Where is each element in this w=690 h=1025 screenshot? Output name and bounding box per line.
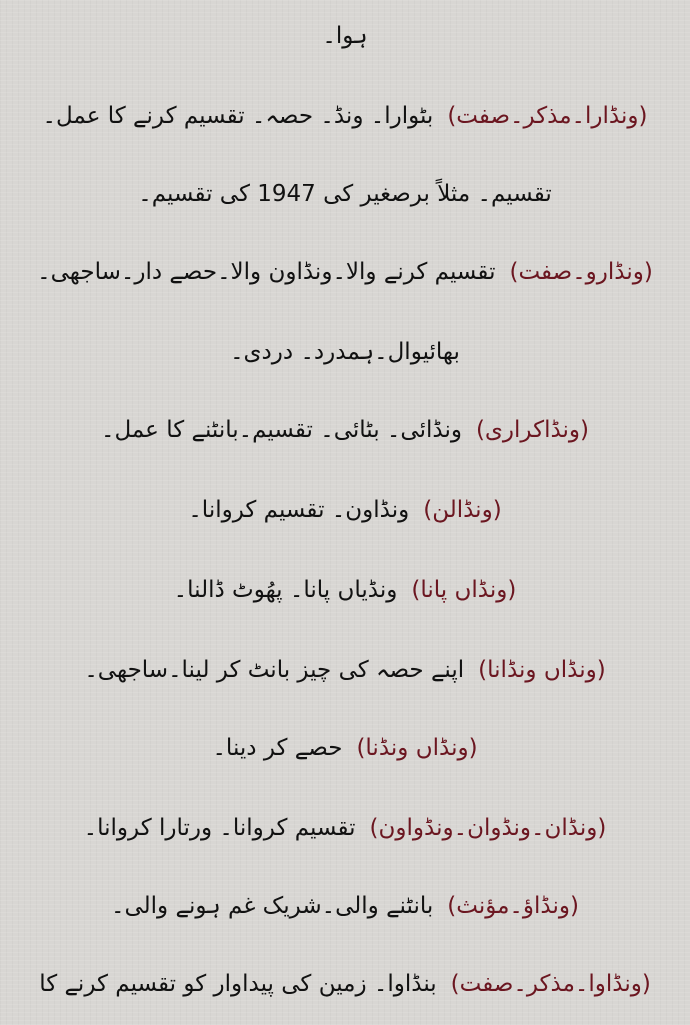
headword: (ونڈاکراری) xyxy=(475,417,590,443)
entry-line-3 xyxy=(0,176,690,212)
entry-text: ونڈیاں پانا۔ پھُوٹ ڈالنا۔ xyxy=(173,577,398,603)
headword: (ونڈان۔ونڈوان۔ونڈواون) xyxy=(369,815,607,841)
entry-line-6 xyxy=(0,412,690,448)
entry-text: تقسیم۔ مثلاً برصغیر کی 1947 کی تقسیم۔ xyxy=(138,181,552,207)
entry-line-2 xyxy=(0,98,690,134)
entry-line-5 xyxy=(0,334,690,370)
entry-text: ہوا۔ xyxy=(322,23,368,49)
headword: (ونڈاں ونڈانا) xyxy=(478,657,606,683)
entry-text: بٹوارا۔ ونڈ۔ حصہ۔ تقسیم کرنے کا عمل۔ xyxy=(42,103,434,129)
entry-line-1 xyxy=(0,18,690,54)
entry-text: بنڈاوا۔ زمین کی پیداوار کو تقسیم کرنے کا xyxy=(39,971,437,997)
entry-line-8 xyxy=(0,572,690,608)
entry-line-7 xyxy=(0,492,690,528)
entry-line-4 xyxy=(0,254,690,290)
headword: (ونڈارو۔صفت) xyxy=(509,259,653,285)
entry-text: اپنے حصہ کی چیز بانٹ کر لینا۔ساجھی۔ xyxy=(84,657,465,683)
entry-text: حصے کر دینا۔ xyxy=(212,735,343,761)
headword: (ونڈاؤ۔مؤنث) xyxy=(447,893,579,919)
entry-line-10 xyxy=(0,730,690,766)
entry-line-9 xyxy=(0,652,690,688)
headword: (ونڈاں ونڈنا) xyxy=(356,735,478,761)
entry-text: تقسیم کرنے والا۔ونڈاون والا۔حصے دار۔ساجھی۔ xyxy=(37,259,496,285)
headword: (ونڈالن) xyxy=(423,497,502,523)
entry-text: بانٹنے والی۔شریک غم ہونے والی۔ xyxy=(111,893,434,919)
entry-line-12 xyxy=(0,888,690,924)
entry-text: تقسیم کروانا۔ ورتارا کروانا۔ xyxy=(83,815,356,841)
entry-text: ونڈائی۔ بٹائی۔ تقسیم۔بانٹنے کا عمل۔ xyxy=(100,417,462,443)
entry-line-13 xyxy=(0,966,690,1002)
entry-text: بھائیوال۔ہمدرد۔ دردی۔ xyxy=(230,339,460,365)
headword: (ونڈارا۔مذکر۔صفت) xyxy=(447,103,648,129)
headword: (ونڈاں پانا) xyxy=(411,577,517,603)
entry-text: ونڈاون۔ تقسیم کروانا۔ xyxy=(188,497,410,523)
headword: (ونڈاوا۔مذکر۔صفت) xyxy=(450,971,651,997)
entry-line-11 xyxy=(0,810,690,846)
